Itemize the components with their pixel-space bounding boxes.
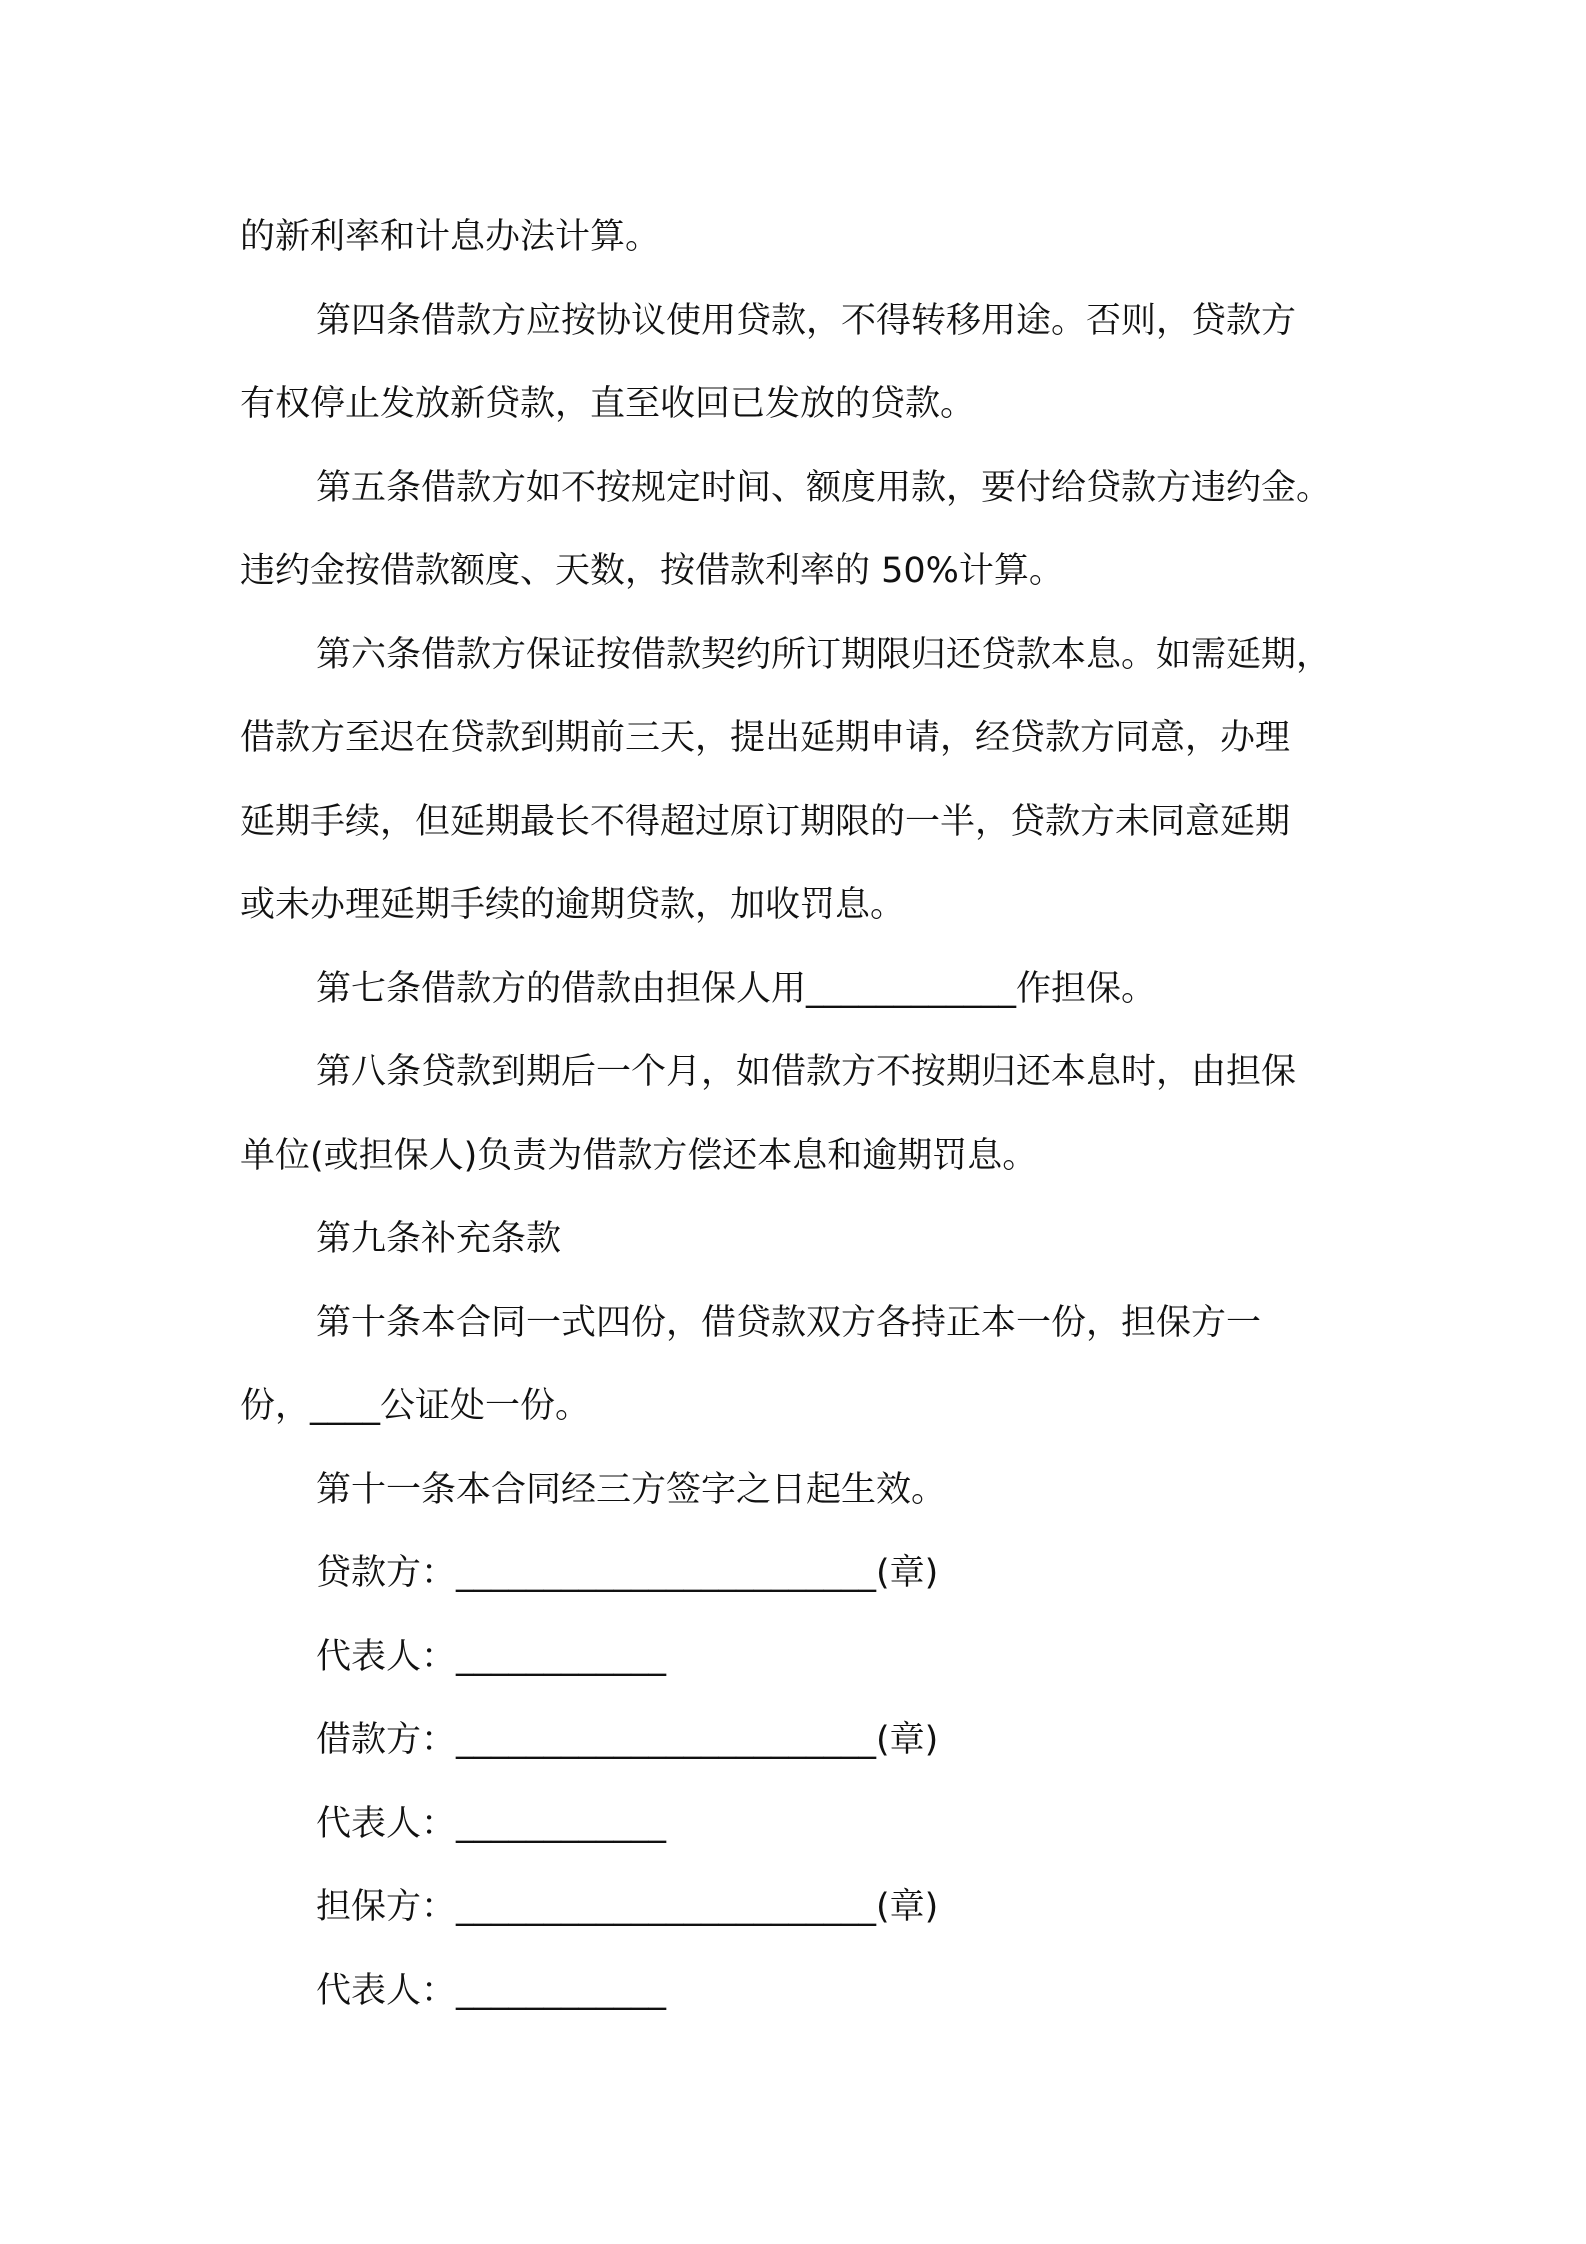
article-4-line-1: 第四条借款方应按协议使用贷款，不得转移用途。否则，贷款方 [316, 300, 1297, 341]
signature-borrower: 借款方：________________________(章) [316, 1720, 939, 1760]
article-6-line-4: 或未办理延期手续的逾期贷款，加收罚息。 [240, 885, 906, 925]
article-9-line-1: 第九条补充条款 [316, 1219, 562, 1259]
paragraph-line-1: 的新利率和计息办法计算。 [240, 217, 661, 257]
article-8-line-1: 第八条贷款到期后一个月，如借款方不按期归还本息时，由担保 [316, 1052, 1297, 1092]
signature-guarantor: 担保方：________________________(章) [316, 1887, 939, 1927]
article-8-line-2: 单位(或担保人)负责为借款方偿还本息和逾期罚息。 [240, 1135, 1038, 1176]
article-6-line-3: 延期手续，但延期最长不得超过原订期限的一半，贷款方未同意延期 [240, 801, 1291, 842]
signature-lender-representative: 代表人：____________ [316, 1636, 667, 1677]
article-10-line-2: 份，____公证处一份。 [240, 1386, 591, 1426]
article-10-line-1: 第十条本合同一式四份，借贷款双方各持正本一份，担保方一 [316, 1302, 1262, 1343]
signature-guarantor-representative: 代表人：____________ [316, 1970, 667, 2011]
document-body [240, 196, 1360, 2033]
article-6-line-2: 借款方至迟在贷款到期前三天，提出延期申请，经贷款方同意，办理 [240, 718, 1291, 758]
article-4-line-2: 有权停止发放新贷款，直至收回已发放的贷款。 [240, 384, 976, 424]
article-7-line-1: 第七条借款方的借款由担保人用____________作担保。 [316, 968, 1157, 1009]
article-5-line-1: 第五条借款方如不按规定时间、额度用款，要付给贷款方违约金。 [316, 467, 1332, 508]
signature-lender: 贷款方：________________________(章) [316, 1553, 939, 1593]
article-11-line-1: 第十一条本合同经三方签字之日起生效。 [316, 1469, 947, 1510]
article-6-line-1: 第六条借款方保证按借款契约所订期限归还贷款本息。如需延期， [316, 634, 1332, 675]
article-5-line-2: 违约金按借款额度、天数，按借款利率的 50%计算。 [240, 551, 1064, 591]
signature-borrower-representative: 代表人：____________ [316, 1803, 667, 1844]
